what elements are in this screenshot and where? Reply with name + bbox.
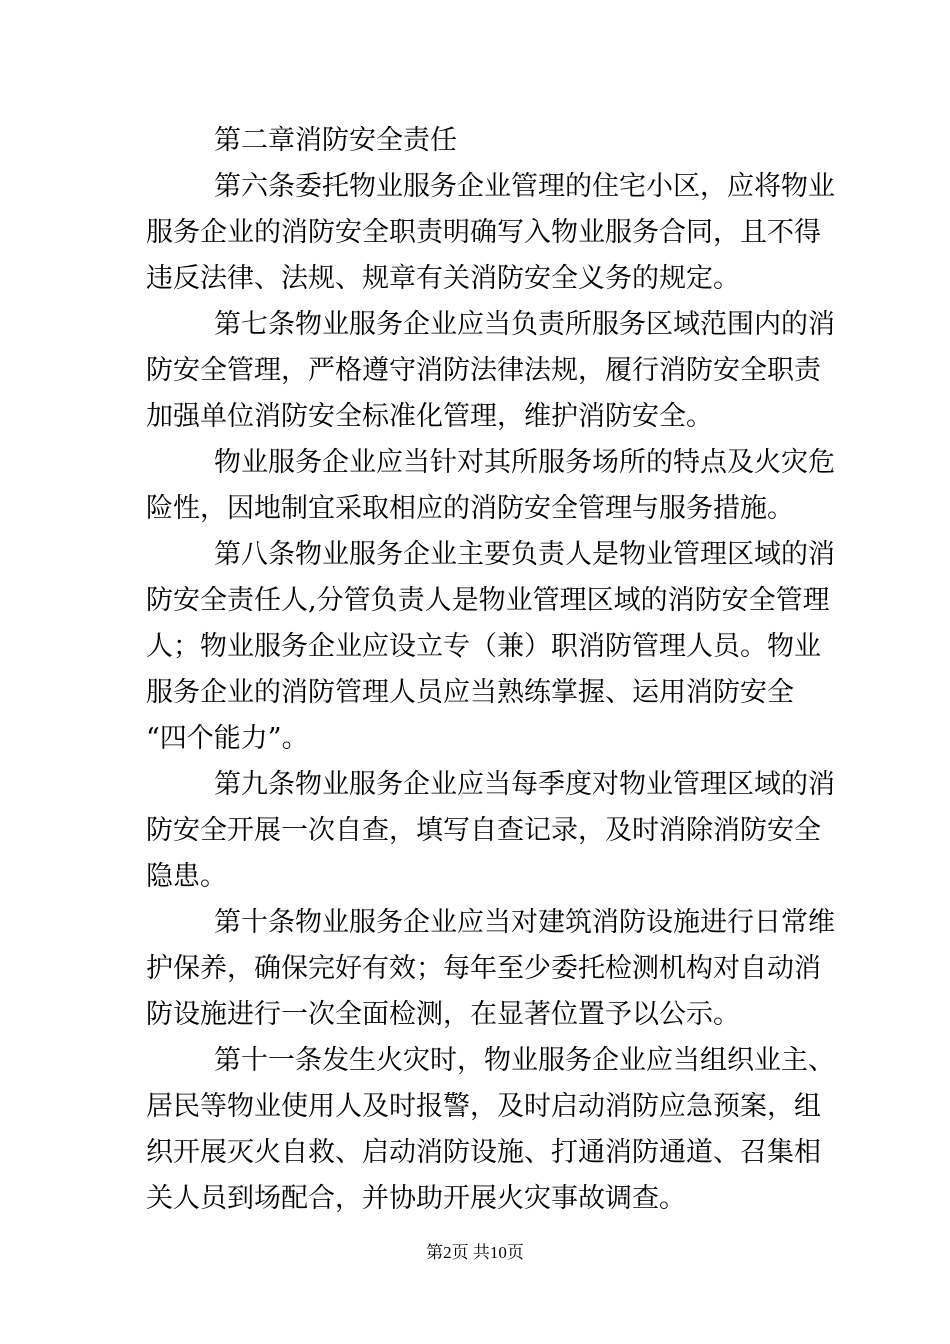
text-line: 护保养，确保完好有效；每年至少委托检测机构对自动消 [146, 953, 821, 984]
text-line: 服务企业的消防安全职责明确写入物业服务合同，且不得 [146, 217, 821, 248]
text-line: 第八条物业服务企业主要负责人是物业管理区域的消 [214, 539, 835, 570]
text-line: 第六条委托物业服务企业管理的住宅小区，应将物业 [214, 171, 835, 202]
text-line: 第九条物业服务企业应当每季度对物业管理区域的消 [214, 769, 835, 800]
text-line: “四个能力”。 [146, 723, 309, 754]
text-line: 防安全开展一次自查，填写自查记录，及时消除消防安全 [146, 815, 821, 846]
text-line: 第十条物业服务企业应当对建筑消防设施进行日常维 [214, 907, 835, 938]
text-line: 第七条物业服务企业应当负责所服务区域范围内的消 [214, 309, 835, 340]
text-line: 第十一条发生火灾时，物业服务企业应当组织业主、 [214, 1045, 835, 1076]
text-line: 物业服务企业应当针对其所服务场所的特点及火灾危 [214, 447, 835, 478]
text-line: 险性，因地制宜采取相应的消防安全管理与服务措施。 [146, 493, 794, 524]
text-line: 关人员到场配合，并协助开展火灾事故调查。 [146, 1183, 686, 1214]
text-line: 居民等物业使用人及时报警，及时启动消防应急预案，组 [146, 1091, 821, 1122]
text-line: 加强单位消防安全标准化管理，维护消防安全。 [146, 401, 713, 432]
text-line: 第二章消防安全责任 [214, 125, 457, 156]
text-line: 人；物业服务企业应设立专（兼）职消防管理人员。物业 [146, 631, 821, 662]
text-line: 防设施进行一次全面检测，在显著位置予以公示。 [146, 999, 740, 1030]
text-line: 服务企业的消防管理人员应当熟练掌握、运用消防安全 [146, 677, 794, 708]
text-line: 防安全责任人,分管负责人是物业管理区域的消防安全管理 [146, 585, 830, 616]
text-line: 防安全管理，严格遵守消防法律法规，履行消防安全职责 [146, 355, 821, 386]
text-line: 隐患。 [146, 861, 227, 892]
page-number-footer: 第2页 共10页 [426, 1243, 524, 1262]
text-line: 织开展灭火自救、启动消防设施、打通消防通道、召集相 [146, 1137, 821, 1168]
text-line: 违反法律、法规、规章有关消防安全义务的规定。 [146, 263, 740, 294]
